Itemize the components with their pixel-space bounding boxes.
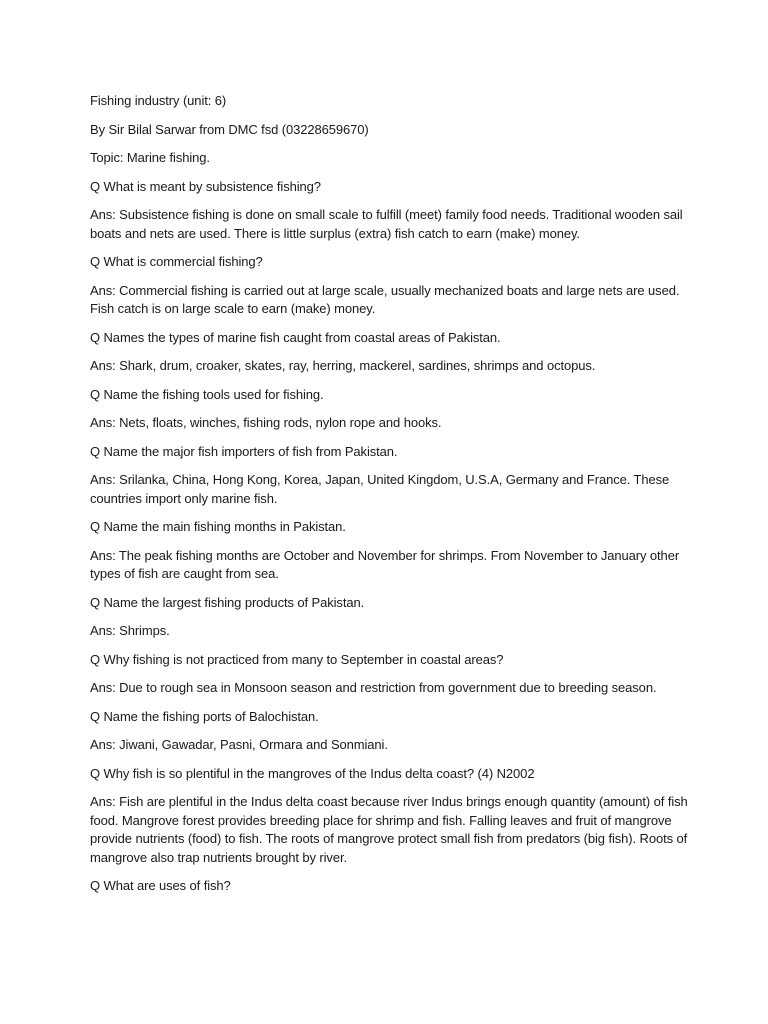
question: Q What is meant by subsistence fishing? bbox=[90, 178, 321, 194]
question: Q Names the types of marine fish caught from coastal areas of Pakistan. bbox=[90, 329, 501, 345]
document-page bbox=[90, 92, 690, 906]
question: Q Name the fishing tools used for fishing. bbox=[90, 386, 324, 402]
answer: Ans: Srilanka, China, Hong Kong, Korea, Japan, United Kingdom, U.S.A, Germany and France. These countries import only marine fish. bbox=[90, 472, 670, 506]
answer: Ans: Due to rough sea in Monsoon season and restriction from government due to breeding season. bbox=[90, 680, 657, 695]
answer: Ans: Jiwani, Gawadar, Pasni, Ormara and Sonmiani. bbox=[90, 737, 388, 752]
answer: Ans: Commercial fishing is carried out at large scale, usually mechanized boats and large nets are used. Fish catch is on large scale to earn (make) money. bbox=[90, 282, 680, 316]
question: Q What is commercial fishing? bbox=[90, 254, 263, 269]
question: Q Name the major fish importers of fish from Pakistan. bbox=[90, 443, 398, 459]
doc-title: Fishing industry (unit: 6) bbox=[90, 93, 227, 108]
question: Q Name the main fishing months in Pakistan. bbox=[90, 519, 346, 534]
answer: Ans: Nets, floats, winches, fishing rods, nylon rope and hooks. bbox=[90, 415, 442, 430]
doc-topic: Topic: Marine fishing. bbox=[90, 150, 210, 165]
answer: Ans: The peak fishing months are October and November for shrimps. From November to January other types of fish are caught from sea. bbox=[90, 547, 680, 581]
answer: Ans: Fish are plentiful in the Indus delta coast because river Indus brings enough quantity (amount) of fish food. Mangrove forest provides breeding place for shrimp and fish. Falling leaves and fruit of mangrove provide nutrients (food) to fish. The roots of mangrove protect small fish from predators (big fish). Roots of mangrove also trap nutrients brought by river. bbox=[90, 794, 688, 865]
question: Q What are uses of fish? bbox=[90, 878, 231, 893]
question: Q Name the largest fishing products of Pakistan. bbox=[90, 594, 365, 610]
question: Q Name the fishing ports of Balochistan. bbox=[90, 708, 319, 724]
answer: Ans: Shrimps. bbox=[90, 623, 170, 638]
question: Q Why fish is so plentiful in the mangroves of the Indus delta coast? (4) N2002 bbox=[90, 765, 535, 781]
answer: Ans: Shark, drum, croaker, skates, ray, herring, mackerel, sardines, shrimps and octopus. bbox=[90, 358, 596, 373]
doc-author: By Sir Bilal Sarwar from DMC fsd (03228659670) bbox=[90, 121, 369, 137]
answer: Ans: Subsistence fishing is done on small scale to fulfill (meet) family food needs. Traditional wooden sail boats and nets are used. There is little surplus (extra) fish catch to earn (make) money. bbox=[90, 207, 683, 241]
question: Q Why fishing is not practiced from many to September in coastal areas? bbox=[90, 651, 504, 667]
